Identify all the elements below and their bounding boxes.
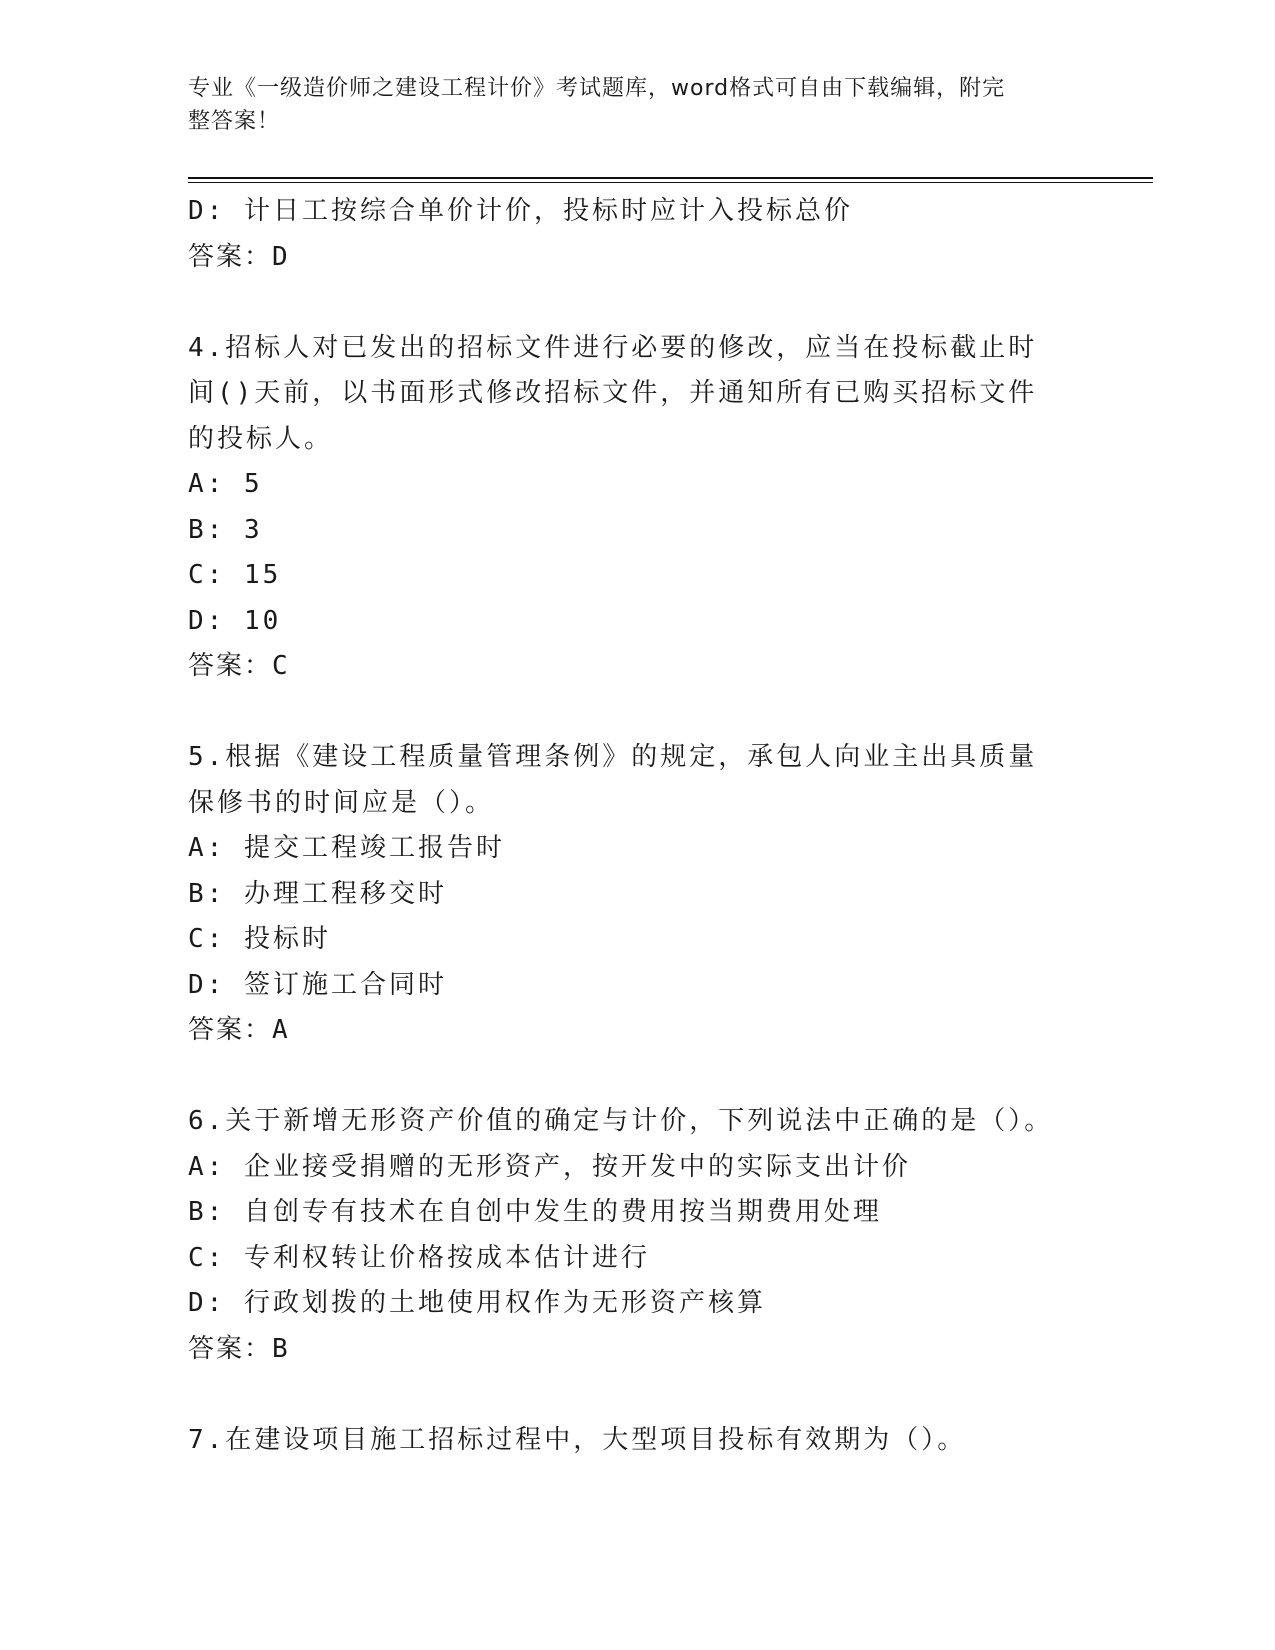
option-a: A: 5	[188, 469, 263, 499]
header-line-1: 专业《一级造价师之建设工程计价》考试题库，word格式可自由下载编辑，附完	[188, 76, 1006, 101]
answer-line: 答案：D	[188, 241, 290, 272]
question-stem: 4.招标人对已发出的招标文件进行必要的修改，应当在投标截止时间()天前，以书面形式修改招标文件，并通知所有已购买招标文件的投标人。	[188, 332, 1038, 454]
option-d: D: 计日工按综合单价计价，投标时应计入投标总价	[188, 196, 853, 226]
page-header	[188, 72, 1068, 138]
question-7	[188, 1418, 1088, 1464]
spacer	[188, 280, 1088, 326]
header-line-2: 整答案！	[188, 109, 281, 134]
option-b: B: 办理工程移交时	[188, 878, 447, 909]
option-b: B: 自创专有技术在自创中发生的费用按当期费用处理	[188, 1197, 882, 1227]
option-b: B: 3	[188, 514, 263, 545]
question-stem: 6.关于新增无形资产价值的确定与计价，下列说法中正确的是（）。	[188, 1106, 1054, 1136]
previous-question-tail	[188, 189, 1088, 280]
option-c: C: 投标时	[188, 924, 331, 954]
question-list	[188, 189, 1088, 1463]
option-a: A: 企业接受捐赠的无形资产，按开发中的实际支出计价	[188, 1151, 911, 1182]
option-d: D: 10	[188, 605, 282, 636]
option-a: A: 提交工程竣工报告时	[188, 833, 505, 863]
spacer	[188, 1054, 1088, 1100]
question-4	[188, 326, 1088, 690]
header-divider-thick	[188, 177, 1153, 179]
answer-line: 答案：C	[188, 651, 290, 681]
spacer	[188, 690, 1088, 736]
question-5	[188, 735, 1088, 1054]
spacer	[188, 1372, 1088, 1418]
question-stem: 5.根据《建设工程质量管理条例》的规定，承包人向业主出具质量保修书的时间应是（）。	[188, 742, 1038, 818]
question-6	[188, 1099, 1088, 1372]
option-d: D: 签订施工合同时	[188, 969, 447, 1000]
answer-line: 答案：A	[188, 1015, 290, 1045]
option-c: C: 专利权转让价格按成本估计进行	[188, 1242, 650, 1273]
option-c: C: 15	[188, 560, 282, 590]
answer-line: 答案：B	[188, 1333, 290, 1364]
option-d: D: 行政划拨的土地使用权作为无形资产核算	[188, 1288, 766, 1318]
header-divider-thin	[188, 182, 1153, 183]
question-stem: 7.在建设项目施工招标过程中，大型项目投标有效期为（）。	[188, 1424, 967, 1455]
